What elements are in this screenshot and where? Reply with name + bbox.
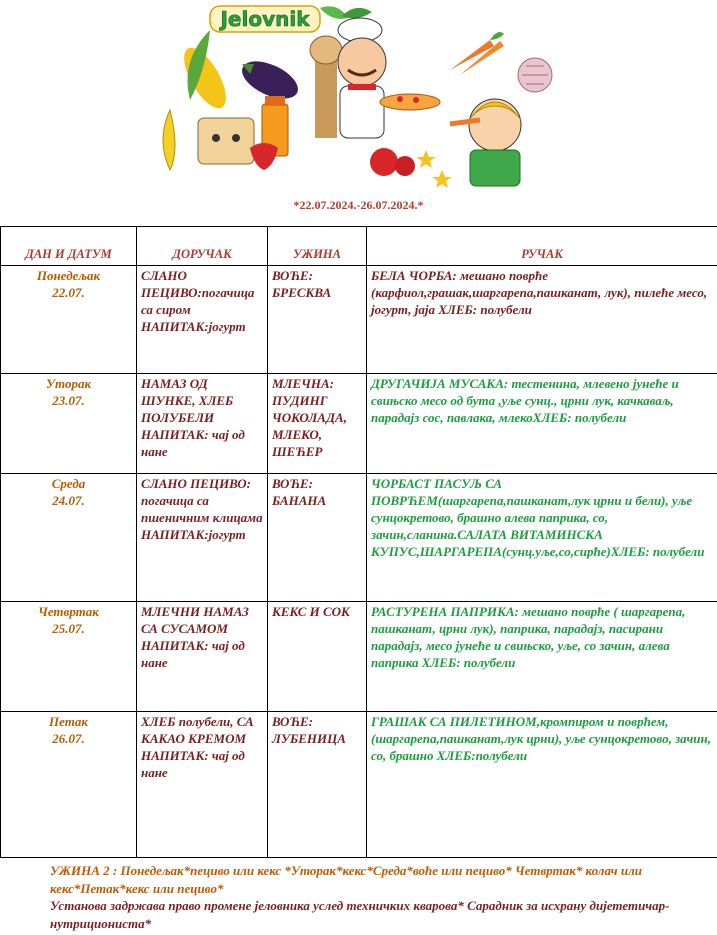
child-icon (450, 99, 521, 186)
day-date: 26.07. (52, 731, 85, 746)
snack-cell: МЛЕЧНА: ПУДИНГ ЧОКОЛАДА, МЛЕКО, ШЕЋЕР (268, 374, 367, 474)
footer-disclaimer: Установа задржава право промене јеловника услед техничких кварова* Сарадник за исхрану дијететичар-нутриционистa* (50, 898, 670, 931)
breakfast-cell: ХЛЕБ полубели, СА КАКАО КРЕМОМ НАПИТАК: чај од нане (137, 712, 268, 858)
table-row (1, 712, 717, 858)
table-header-row (1, 227, 717, 266)
snack-cell: ВОЋЕ: БРЕСКВА (268, 266, 367, 374)
carrot-icon (450, 32, 504, 75)
day-date: 22.07. (52, 285, 85, 300)
day-cell (1, 374, 137, 474)
column-header-day: ДАН И ДАТУМ (1, 227, 137, 266)
breakfast-cell: СЛАНО ПЕЦИВО:погачица са сиром НАПИТАК:јогурт (137, 266, 268, 374)
lunch-cell: ДРУГАЧИЈА МУСАКА: тестенина, млевено јунеће и свињско месо од бута ,уље сунц., црни лук, качкаваљ, парадајз сос, павлака, млекоХЛЕБ: полубели (367, 374, 717, 474)
day-date: 23.07. (52, 393, 85, 408)
lunch-cell: БЕЛА ЧОРБА: мешано поврће (карфиол,грашак,шаргарепа,пашканат, лук), пилеће месо, јогурт, јаја ХЛЕБ: полубели (367, 266, 717, 374)
day-name: Уторак (45, 376, 92, 391)
table-row (1, 374, 717, 474)
table-row (1, 602, 717, 712)
column-header-breakfast: ДОРУЧАК (137, 227, 268, 266)
breakfast-cell: СЛАНО ПЕЦИВО: погачица са пшеничним клицама НАПИТАК:јогурт (137, 474, 268, 602)
day-date: 24.07. (52, 493, 85, 508)
breakfast-cell: МЛЕЧНИ НАМАЗ СА СУСАМОМ НАПИТАК: чај од нане (137, 602, 268, 712)
day-name: Среда (51, 476, 86, 491)
tomato-icon (370, 148, 415, 176)
day-name: Четвртак (38, 604, 99, 619)
onion-icon (518, 58, 552, 92)
day-cell (1, 266, 137, 374)
lunch-cell: ГРАШАК СА ПИЛЕТИНОМ,кромпиром и поврћем,(шаргарепа,пашканат,лук црни), уље сунцокретово, зачин, со, брашно ХЛЕБ:полубели (367, 712, 717, 858)
day-date: 25.07. (52, 621, 85, 636)
column-header-lunch: РУЧАК (367, 227, 717, 266)
breakfast-cell: НАМАЗ ОД ШУНКЕ, ХЛЕБ ПОЛУБЕЛИ НАПИТАК: чај од нане (137, 374, 268, 474)
day-cell (1, 712, 137, 858)
menu-table (0, 226, 717, 858)
day-cell (1, 602, 137, 712)
jelovnik-logo (210, 6, 320, 32)
column-header-snack: УЖИНА (268, 227, 367, 266)
snack-cell: ВОЋЕ: ЛУБЕНИЦА (268, 712, 367, 858)
header-illustration (160, 0, 560, 190)
date-range: *22.07.2024.-26.07.2024.* (293, 198, 424, 212)
table-row (1, 266, 717, 374)
snack-cell: ВОЋЕ: БАНАНА (268, 474, 367, 602)
table-row (1, 474, 717, 602)
corn-icon (176, 30, 234, 114)
lunch-cell: ЧОРБАСТ ПАСУЉ СА ПОВРЋЕМ(шаргарепа,пашканат,лук црни и бели), уље сунцокретово, брашно алева паприка, со, зачин,сланина.САЛАТА ВИТАМИНСКА КУПУС,ШАРГАРЕПА(сунц.уље,со,сирће)ХЛЕБ: полубели (367, 474, 717, 602)
footer-notes (50, 862, 670, 932)
day-name: Петак (49, 714, 88, 729)
footer-snack-note: УЖИНА 2 : Понедељак*пециво или кекс *Уторак*кекс*Среда*воће или пециво* Четвртак* колач или кекс*Петак*кекс или пецивo* (50, 863, 643, 896)
banana-icon (163, 110, 175, 170)
day-cell (1, 474, 137, 602)
chef-icon (310, 18, 440, 138)
lunch-cell: РАСТУРЕНА ПАПРИКА: мешано поврће ( шаргарепа, пашканат, црни лук), паприка, парадајз, пасирани парадајз, месо јунеће и свињско, уље, со зачин, алева паприка ХЛЕБ: полубели (367, 602, 717, 712)
strawberry-icon (250, 143, 278, 170)
svg-text:Jelovnik: Jelovnik (220, 7, 310, 31)
day-name: Понедељак (36, 268, 101, 283)
snack-cell: КЕКС И СОК (268, 602, 367, 712)
sandwich-icon (198, 118, 254, 164)
